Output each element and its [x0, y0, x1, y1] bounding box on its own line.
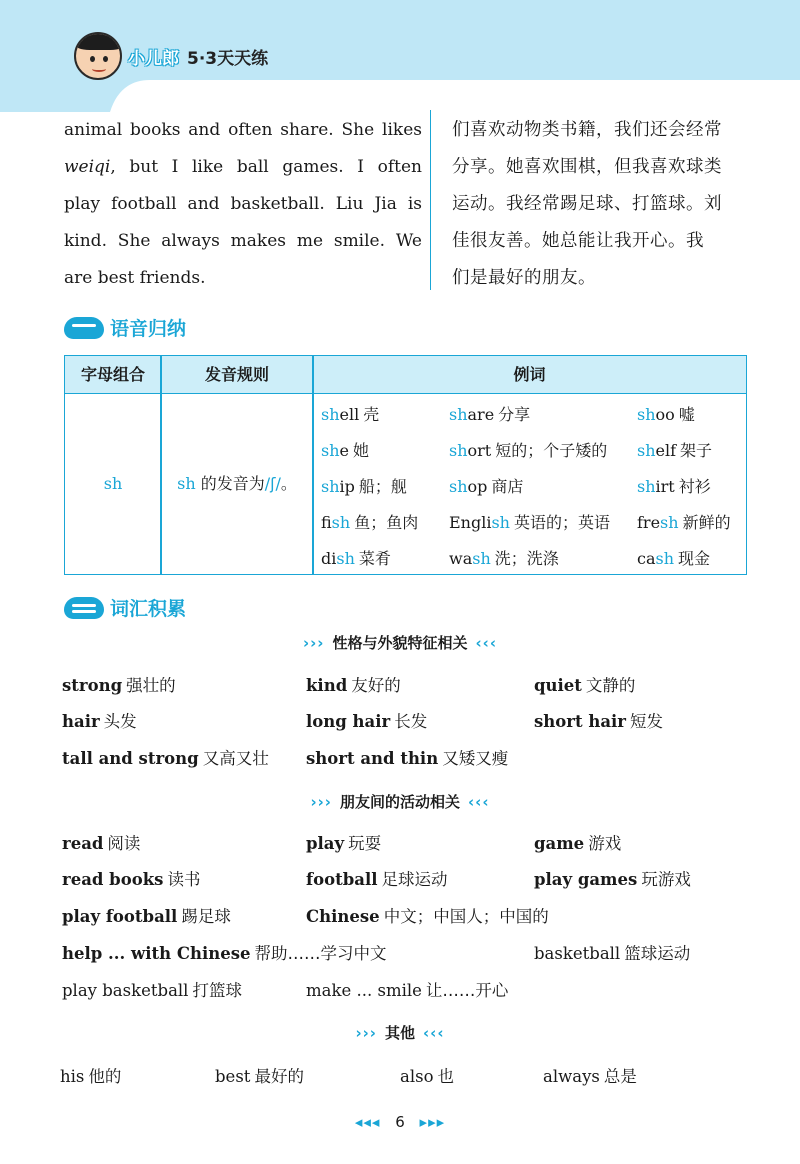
vocab-item: always 总是 — [543, 1067, 637, 1086]
example-word: wash 洗；洗涤 — [449, 549, 559, 568]
passage-zh-line: 运动。我经常踢足球、打篮球。刘 — [452, 194, 722, 214]
passage-en-line: play football and basketball. Liu Jia is — [64, 194, 422, 214]
section-heading-vocabulary — [64, 590, 186, 624]
passage-zh-line: 们是最好的朋友。 — [452, 268, 596, 288]
vocab-group-heading — [0, 632, 800, 653]
vocab-item: best 最好的 — [215, 1067, 304, 1086]
vocab-item: short and thin 又矮又瘦 — [306, 749, 509, 768]
example-word: shirt 衬衫 — [637, 477, 711, 496]
passage-zh-line: 们喜欢动物类书籍，我们还会经常 — [452, 120, 722, 140]
vocab-item: quiet 文静的 — [534, 676, 636, 695]
arrows-left-icon: ◂◂◂ — [354, 1113, 381, 1131]
arrows-left-icon: ››› — [355, 1024, 377, 1042]
example-word: shelf 架子 — [637, 441, 713, 460]
brand-name: 小儿郎 — [128, 48, 179, 69]
vocab-item: game 游戏 — [534, 834, 622, 853]
vocab-group-heading — [0, 791, 800, 812]
vocab-item: play basketball 打篮球 — [62, 981, 242, 1000]
arrows-left-icon: ››› — [302, 634, 325, 652]
passage-chinese — [452, 112, 752, 297]
section-title: 语音归纳 — [110, 317, 187, 340]
mascot-icon — [74, 32, 122, 80]
vocab-group-heading — [0, 1022, 800, 1043]
example-word: share 分享 — [449, 405, 531, 424]
vocab-item: make ... smile 让……开心 — [306, 981, 509, 1000]
vocab-item: also 也 — [400, 1067, 455, 1086]
table-header-row — [65, 356, 746, 394]
header-brand — [74, 32, 268, 80]
passage-english — [64, 112, 422, 297]
example-word: shell 壳 — [321, 405, 380, 424]
arrows-right-icon: ‹‹‹ — [423, 1024, 445, 1042]
passage-en-line: are best friends. — [64, 268, 206, 288]
vocab-item: strong 强壮的 — [62, 676, 176, 695]
passage-en-line: animal books and often share. She likes — [64, 120, 422, 140]
passage-zh-line: 分享。她喜欢围棋，但我喜欢球类 — [452, 157, 722, 177]
vocab-group-title: 朋友间的活动相关 — [339, 793, 460, 811]
vocab-item: basketball 篮球运动 — [534, 944, 691, 963]
example-word: ship 船；舰 — [321, 477, 407, 496]
arrows-right-icon: ▸▸▸ — [419, 1113, 446, 1131]
example-word: short 短的；个子矮的 — [449, 441, 608, 460]
section-heading-phonics — [64, 310, 186, 344]
vocab-item: Chinese 中文；中国人；中国的 — [306, 907, 549, 926]
example-word: she 她 — [321, 441, 369, 460]
example-word: shop 商店 — [449, 477, 524, 496]
vocab-item: his 他的 — [60, 1067, 122, 1086]
section-title: 词汇积累 — [110, 597, 187, 620]
example-word: dish 菜肴 — [321, 549, 391, 568]
arrows-right-icon: ‹‹‹ — [468, 793, 490, 811]
vocab-item: kind 友好的 — [306, 676, 401, 695]
brand-series: 5·3天天练 — [187, 48, 269, 69]
vocab-item: football 足球运动 — [306, 870, 448, 889]
table-header-cell: 例词 — [513, 365, 546, 384]
vocab-group-title: 性格与外貌特征相关 — [332, 634, 468, 652]
vocab-item: read books 读书 — [62, 870, 201, 889]
passage-en-line: kind. She always makes me smile. We — [64, 231, 422, 251]
table-cell-rule: sh 的发音为/ʃ/。 — [177, 474, 297, 493]
passage-zh-line: 佳很友善。她总能让我开心。我 — [452, 231, 704, 251]
vocab-item: play games 玩游戏 — [534, 870, 691, 889]
table-header-cell: 字母组合 — [80, 365, 145, 384]
vocab-item: help ... with Chinese 帮助……学习中文 — [62, 944, 387, 963]
example-word: fish 鱼；鱼肉 — [321, 513, 419, 532]
vocab-item: short hair 短发 — [534, 712, 663, 731]
section-one-icon — [64, 313, 104, 341]
arrows-right-icon: ‹‹‹ — [475, 634, 498, 652]
table-header-cell: 发音规则 — [204, 365, 269, 384]
phonics-table — [64, 355, 747, 575]
vocab-item: hair 头发 — [62, 712, 137, 731]
example-word: shoo 嘘 — [637, 405, 695, 424]
vocab-item: play 玩耍 — [306, 834, 382, 853]
column-divider — [430, 110, 431, 290]
table-cell-combo: sh — [103, 474, 123, 493]
example-word: cash 现金 — [637, 549, 711, 568]
vocab-item: tall and strong 又高又壮 — [62, 749, 269, 768]
arrows-left-icon: ››› — [310, 793, 332, 811]
vocab-group-title: 其他 — [384, 1024, 415, 1042]
passage-en-line: weiqi, but I like ball games. I often — [64, 157, 422, 177]
vocab-item: long hair 长发 — [306, 712, 428, 731]
page-number-value: 6 — [395, 1113, 405, 1131]
example-word: fresh 新鲜的 — [637, 513, 731, 532]
page-number — [0, 1113, 800, 1131]
section-two-icon — [64, 593, 104, 621]
example-word: English 英语的；英语 — [449, 513, 610, 532]
vocab-item: read 阅读 — [62, 834, 141, 853]
vocab-item: play football 踢足球 — [62, 907, 231, 926]
